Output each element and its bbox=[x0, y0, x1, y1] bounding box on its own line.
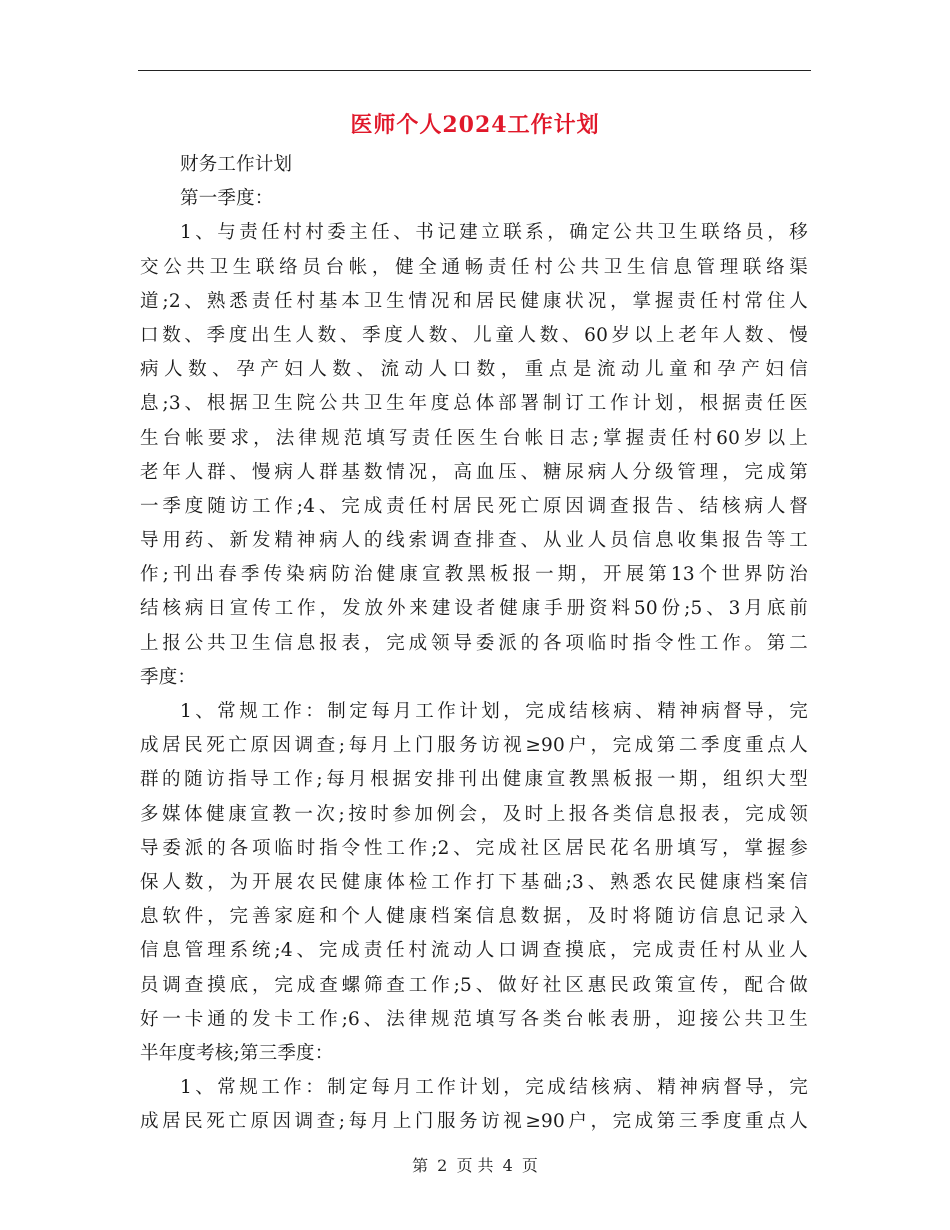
text-line: 交公共卫生联络员台帐，健全通畅责任村公共卫生信息管理联络渠 bbox=[140, 256, 808, 278]
text-line: 1、与责任村村委主任、书记建立联系，确定公共卫生联络员，移 bbox=[180, 222, 808, 244]
document-title: 医师个人2024工作计划 bbox=[350, 112, 600, 138]
text-line: 半年度考核;第三季度： bbox=[140, 1042, 334, 1064]
text-line: 口数、季度出生人数、季度人数、儿童人数、60岁以上老年人数、慢 bbox=[140, 324, 808, 346]
text-line: 息;3、根据卫生院公共卫生年度总体部署制订工作计划，根据责任医 bbox=[140, 393, 808, 415]
text-line: 保人数，为开展农民健康体检工作打下基础;3、熟悉农民健康档案信 bbox=[140, 871, 808, 893]
footer-middle: 页 共 bbox=[456, 1156, 494, 1175]
text-line: 1、常规工作：制定每月工作计划，完成结核病、精神病督导，完 bbox=[180, 1077, 808, 1099]
text-line: 息软件，完善家庭和个人健康档案信息数据，及时将随访信息记录入 bbox=[140, 906, 808, 928]
text-line: 成居民死亡原因调查;每月上门服务访视≥90户，完成第二季度重点人 bbox=[140, 735, 808, 757]
text-line: 病人数、孕产妇人数、流动人口数，重点是流动儿童和孕产妇信 bbox=[140, 359, 808, 381]
text-line: 第一季度： bbox=[180, 188, 274, 210]
text-line: 一季度随访工作;4、完成责任村居民死亡原因调查报告、结核病人督 bbox=[140, 495, 808, 517]
text-line: 1、常规工作：制定每月工作计划，完成结核病、精神病督导，完 bbox=[180, 701, 808, 722]
text-line: 成居民死亡原因调查;每月上门服务访视≥90户，完成第三季度重点人 bbox=[140, 1111, 808, 1133]
footer-suffix: 页 bbox=[521, 1156, 538, 1175]
header-rule bbox=[138, 70, 811, 71]
text-line: 作;刊出春季传染病防治健康宣教黑板报一期，开展第13个世界防治 bbox=[140, 564, 808, 586]
text-line: 导用药、新发精神病人的线索调查排查、从业人员信息收集报告等工 bbox=[140, 530, 808, 552]
text-line: 信息管理系统;4、完成责任村流动人口调查摸底，完成责任村从业人 bbox=[140, 940, 808, 962]
text-line: 上报公共卫生信息报表，完成领导委派的各项临时指令性工作。第二 bbox=[140, 632, 808, 654]
text-line: 季度： bbox=[140, 666, 197, 688]
text-line: 员调查摸底，完成查螺筛查工作;5、做好社区惠民政策宣传，配合做 bbox=[140, 974, 808, 996]
footer-total-pages: 4 bbox=[502, 1156, 513, 1175]
text-line: 结核病日宣传工作，发放外来建设者健康手册资料50份;5、3月底前 bbox=[140, 598, 808, 620]
footer-page-number: 2 bbox=[437, 1156, 448, 1175]
text-line: 老年人群、慢病人群基数情况，高血压、糖尿病人分级管理，完成第 bbox=[140, 461, 808, 483]
text-line: 导委派的各项临时指令性工作;2、完成社区居民花名册填写，掌握参 bbox=[140, 837, 808, 859]
text-line: 多媒体健康宣教一次;按时参加例会，及时上报各类信息报表，完成领 bbox=[140, 803, 808, 825]
text-line: 好一卡通的发卡工作;6、法律规范填写各类台帐表册，迎接公共卫生 bbox=[140, 1008, 808, 1030]
text-line: 道;2、熟悉责任村基本卫生情况和居民健康状况，掌握责任村常住人 bbox=[140, 290, 808, 312]
text-line: 生台帐要求，法律规范填写责任医生台帐日志;掌握责任村60岁以上 bbox=[140, 427, 808, 449]
page-footer bbox=[0, 1153, 950, 1176]
text-line: 财务工作计划 bbox=[180, 154, 293, 175]
document-body bbox=[140, 148, 808, 1139]
text-line: 群的随访指导工作;每月根据安排刊出健康宣教黑板报一期，组织大型 bbox=[140, 769, 808, 791]
footer-prefix: 第 bbox=[412, 1156, 429, 1175]
